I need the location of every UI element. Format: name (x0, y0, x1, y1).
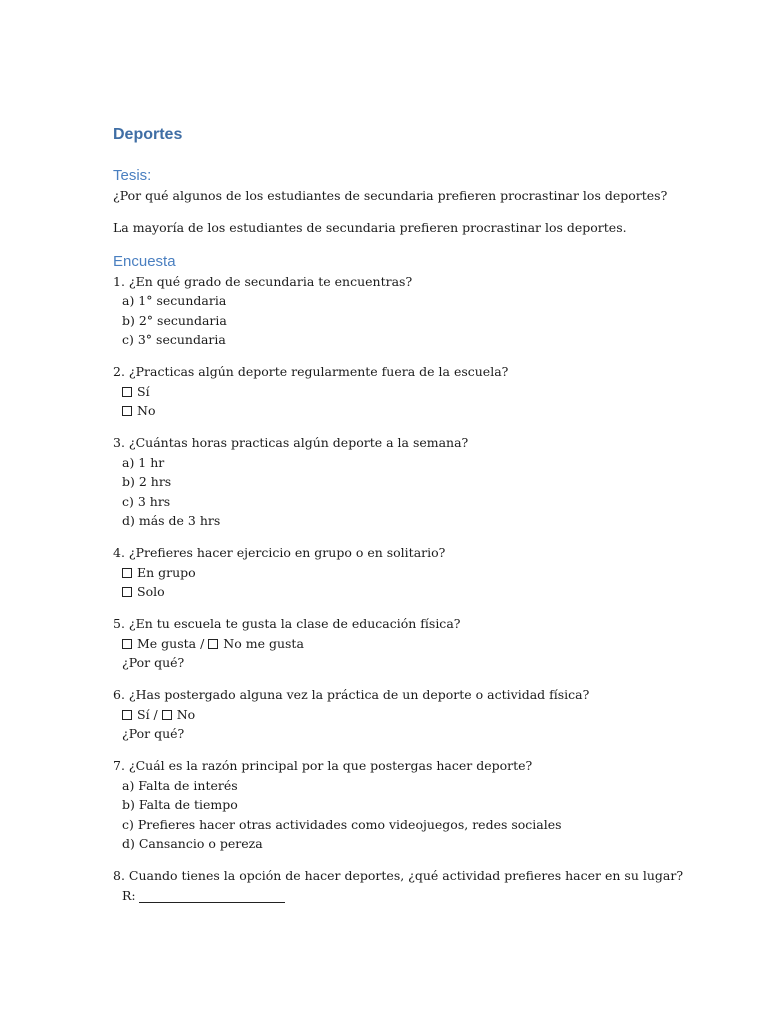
checkbox-option[interactable] (113, 401, 713, 421)
question-4 (113, 543, 713, 602)
checkbox-option[interactable] (113, 563, 713, 583)
option-item: a) Falta de interés (122, 777, 238, 793)
option-item: b) Falta de tiempo (122, 797, 238, 812)
question-3 (113, 433, 713, 531)
checkbox-icon[interactable] (208, 639, 218, 649)
page-title: Deportes (113, 126, 183, 143)
checkbox-option[interactable] (113, 382, 713, 402)
checkbox-icon[interactable] (122, 710, 132, 720)
question-text: 1. ¿En qué grado de secundaria te encuentras? (113, 273, 413, 289)
checkbox-option[interactable] (113, 582, 713, 602)
question-text: 4. ¿Prefieres hacer ejercicio en grupo o en solitario? (113, 545, 446, 560)
option-item: a) 1 hr (122, 454, 165, 470)
thesis-statement: La mayoría de los estudiantes de secundaria prefieren procrastinar los deportes. (113, 220, 627, 235)
thesis-question: ¿Por qué algunos de los estudiantes de secundaria prefieren procrastinar los deportes? (113, 188, 668, 203)
question-1 (113, 272, 713, 350)
option-label: Sí (137, 383, 150, 399)
option-label: Sí / (137, 706, 158, 722)
option-item: c) 3° secundaria (122, 332, 226, 347)
question-text: 8. Cuando tienes la opción de hacer deportes, ¿qué actividad prefieres hacer en su lugar? (113, 868, 684, 883)
question-8 (113, 866, 713, 905)
option-label: En grupo (137, 564, 196, 580)
survey-heading: Encuesta (113, 252, 176, 270)
question-text: 5. ¿En tu escuela te gusta la clase de educación física? (113, 616, 461, 631)
answer-blank-line[interactable] (139, 889, 285, 903)
option-item: d) Cansancio o pereza (122, 836, 263, 851)
option-item: b) 2° secundaria (122, 312, 227, 328)
checkbox-icon[interactable] (162, 710, 172, 720)
followup-text: ¿Por qué? (122, 655, 185, 670)
option-item: c) Prefieres hacer otras actividades como videojuegos, redes sociales (122, 816, 562, 832)
checkbox-icon[interactable] (122, 387, 132, 397)
option-label: Me gusta / (137, 635, 205, 651)
option-label: No (176, 706, 196, 722)
question-5 (113, 614, 713, 673)
answer-row (113, 886, 713, 906)
option-item: a) 1° secundaria (122, 293, 227, 308)
checkbox-row (113, 634, 713, 654)
option-label: No (137, 403, 156, 418)
checkbox-icon[interactable] (122, 568, 132, 578)
option-label: Solo (137, 584, 165, 599)
question-text: 6. ¿Has postergado alguna vez la práctica de un deporte o actividad física? (113, 687, 590, 702)
checkbox-icon[interactable] (122, 406, 132, 416)
question-6 (113, 685, 713, 744)
question-2 (113, 362, 713, 421)
option-label: No me gusta (223, 635, 304, 651)
question-text: 7. ¿Cuál es la razón principal por la que postergas hacer deporte? (113, 758, 533, 773)
option-item: b) 2 hrs (122, 474, 172, 489)
option-item: c) 3 hrs (122, 493, 171, 509)
checkbox-row (113, 705, 713, 725)
question-text: 3. ¿Cuántas horas practicas algún deporte a la semana? (113, 435, 469, 450)
question-text: 2. ¿Practicas algún deporte regularmente fuera de la escuela? (113, 364, 509, 379)
thesis-heading: Tesis: (113, 167, 152, 184)
option-item: d) más de 3 hrs (122, 513, 221, 528)
question-7 (113, 756, 713, 854)
document-page (113, 124, 713, 918)
followup-text: ¿Por qué? (122, 726, 185, 741)
checkbox-icon[interactable] (122, 639, 132, 649)
checkbox-icon[interactable] (122, 587, 132, 597)
answer-label: R: (122, 887, 136, 903)
